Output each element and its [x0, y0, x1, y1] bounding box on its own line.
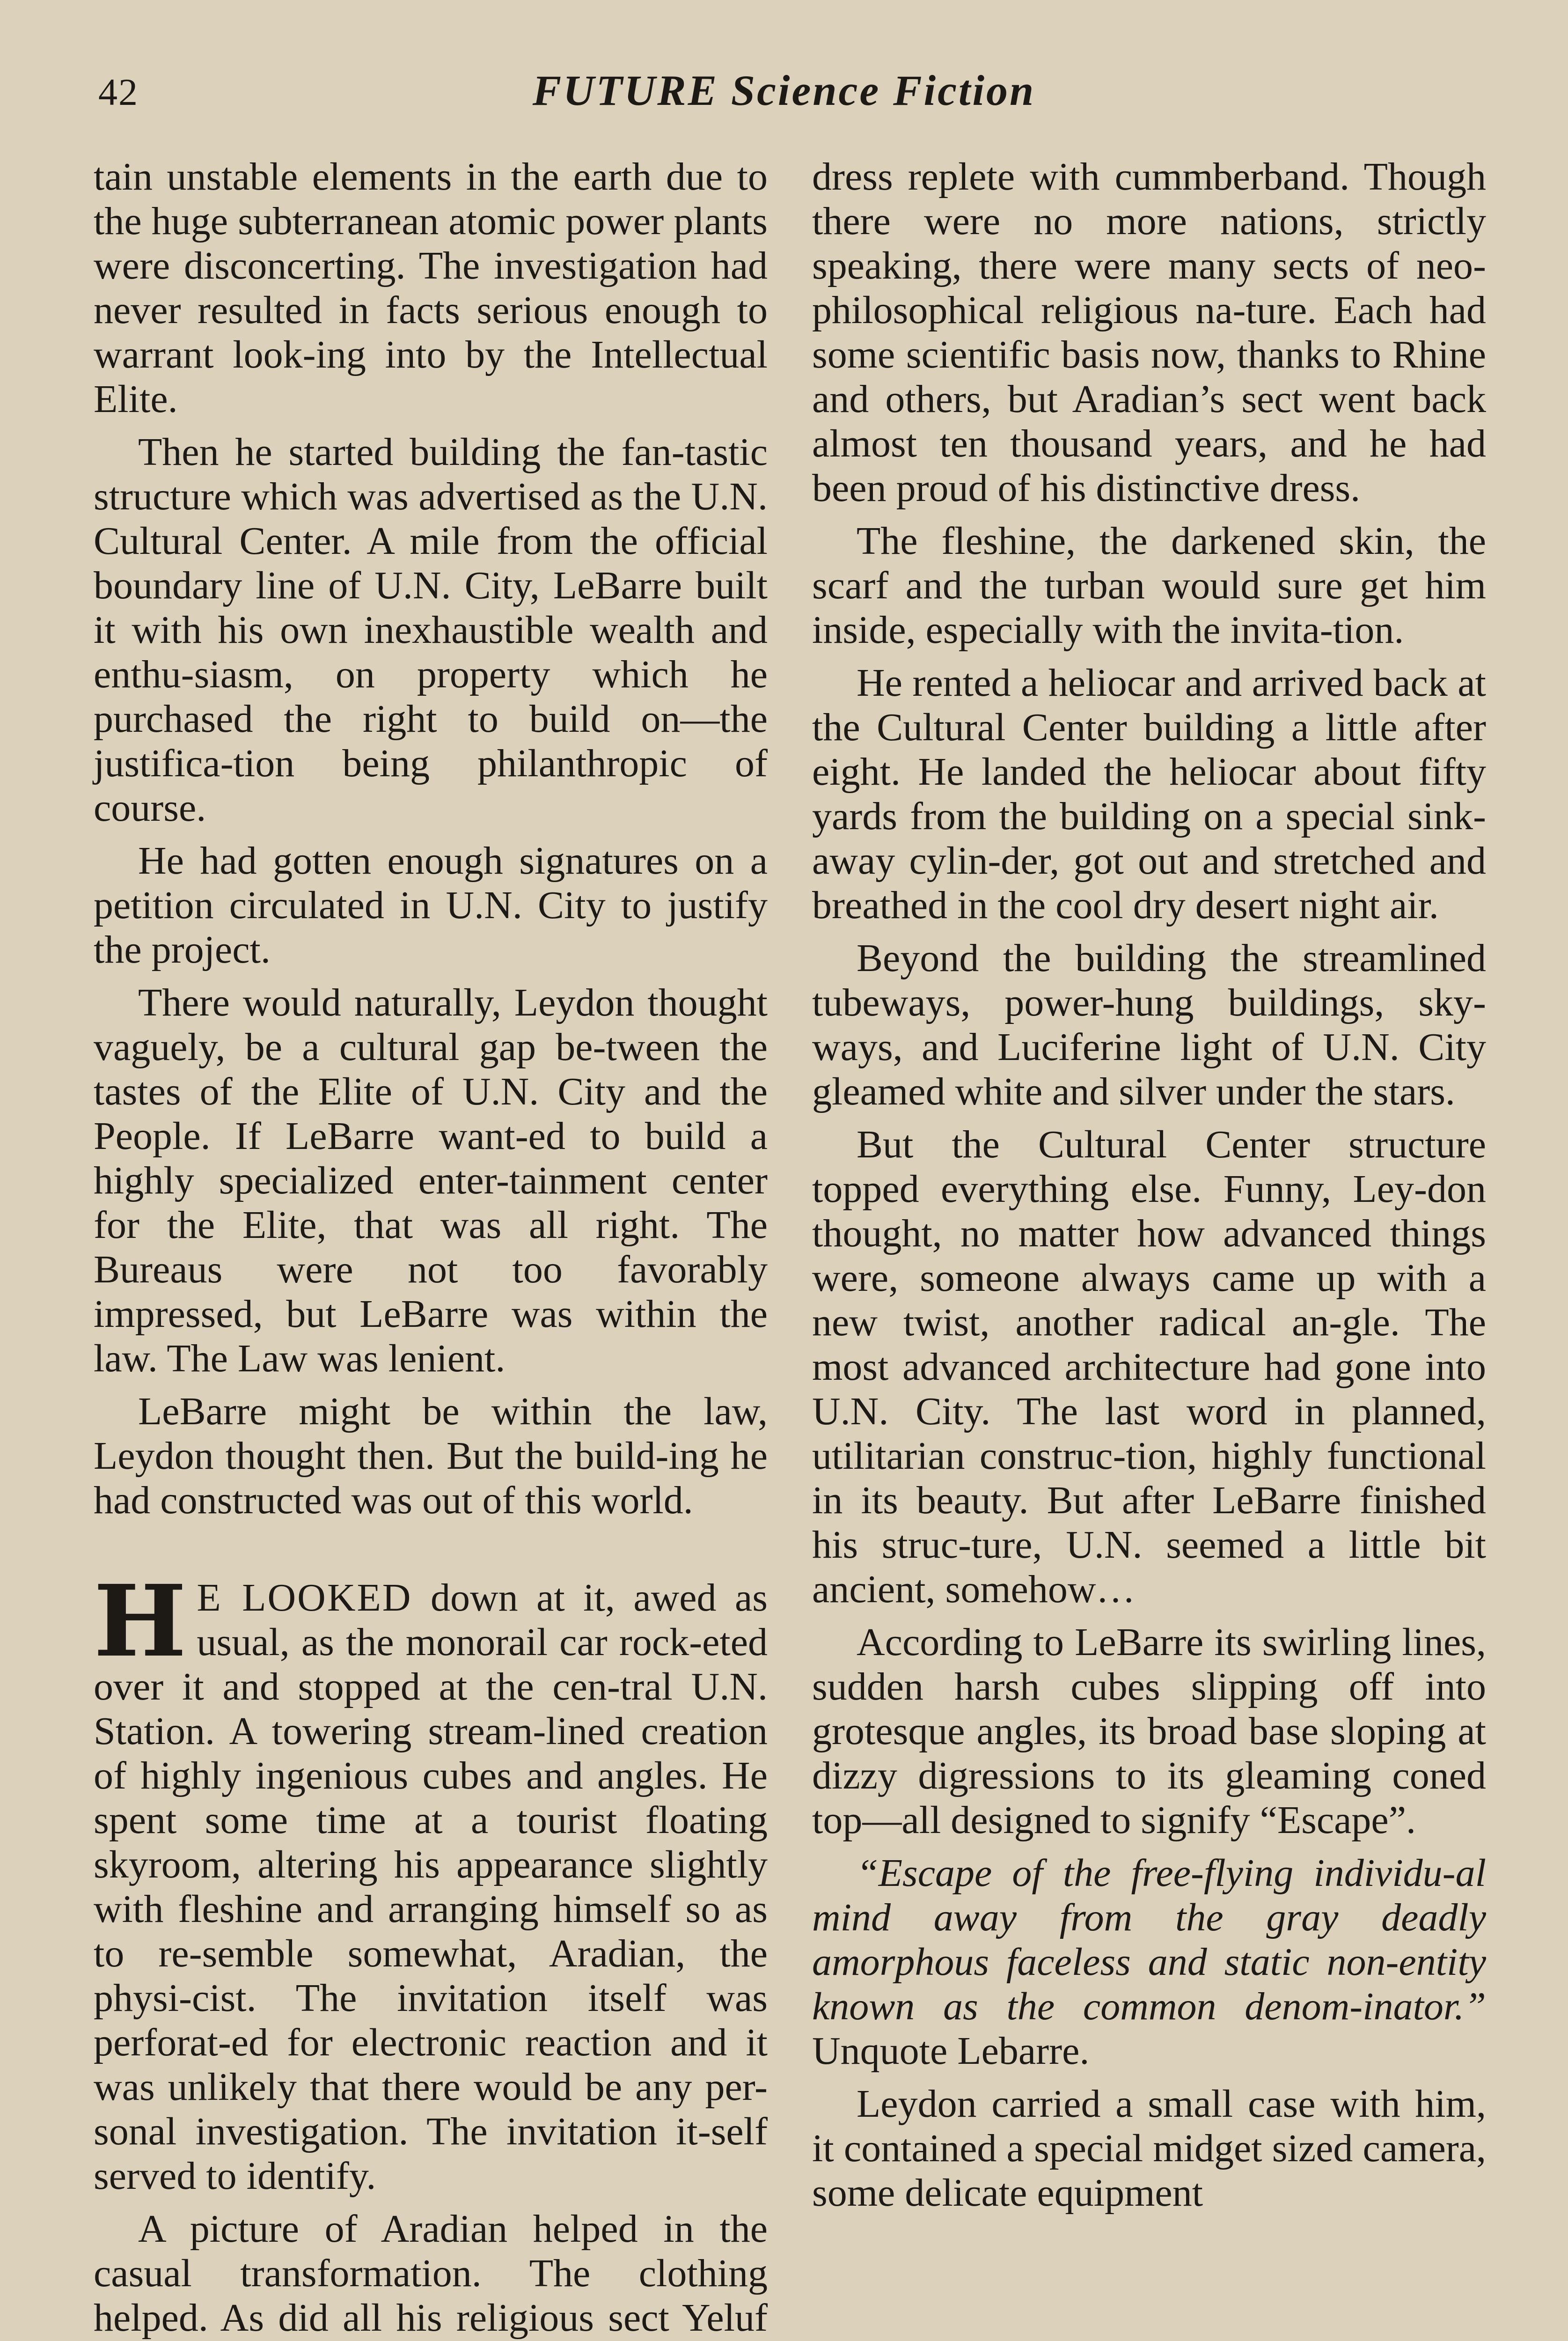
paragraph: dress replete with cummberband. Though there were no more nations, strictly speaking, there were many sects of neo-philosophical religious na-ture. Each had some scientific basis now, thanks to Rhine and others, but Aradian’s sect went back almost ten thousand years, and he had been proud of his distinctive dress.	[812, 155, 1486, 510]
paragraph: The fleshine, the darkened skin, the scarf and the turban would sure get him inside, especially with the invita-tion.	[812, 519, 1486, 652]
drop-cap: H	[94, 1563, 187, 1679]
paragraph: tain unstable elements in the earth due to the huge subterranean atomic power plants were disconcerting. The investigation had never resulted in facts serious enough to warrant look-ing into by the Intellectual Elite.	[94, 155, 768, 421]
paragraph: Leydon carried a small case with him, it contained a special midget sized camera, some delicate equipment	[812, 2082, 1486, 2215]
paragraph-text: down at it, awed as usual, as the monorail car rock-eted over it and stopped at the cen-tral U.N. Station. A towering stream-lined creation of highly ingenious cubes and angles. He spent some time at a tourist floating skyroom, altering his appearance slightly with fleshine and arranging himself so as to re-semble somewhat, Aradian, the physi-cist. The invitation itself was perforat-ed for electronic reaction and it was unlikely that there would be any per-sonal investigation. The invitation it-self served to identify.	[94, 1576, 768, 2198]
paragraph: There would naturally, Leydon thought vaguely, be a cultural gap be-tween the tastes of the Elite of U.N. City and the People. If LeBarre want-ed to build a highly specialized enter-tainment center for the Elite, that was all right. The Bureaus were not too favorably impressed, but LeBarre was within the law. The Law was lenient.	[94, 981, 768, 1380]
page-header	[89, 66, 1479, 122]
lead-in: E LOOKED	[197, 1576, 412, 1620]
quote-text: “Escape of the free-flying individu-al mind away from the gray deadly amorphous faceless and static non-entity known as the common denom-inator.”	[812, 1851, 1486, 2028]
section-break	[94, 1531, 768, 1575]
paragraph: But the Cultural Center structure topped everything else. Funny, Ley-don thought, no matter how advanced things were, someone always came up with a new twist, another radical an-gle. The most advanced architecture had gone into U.N. City. The last word in planned, utilitarian construc-tion, highly functional in its beauty. But after LeBarre finished his struc-ture, U.N. seemed a little bit ancient, somehow…	[812, 1123, 1486, 1611]
left-column	[94, 155, 768, 2341]
paragraph: Beyond the building the streamlined tubeways, power-hung buildings, sky-ways, and Luciferine light of U.N. City gleamed white and silver under the stars.	[812, 936, 1486, 1113]
paragraph: Then he started building the fan-tastic structure which was advertised as the U.N. Cultural Center. A mile from the official boundary line of U.N. City, LeBarre built it with his own inexhaustible wealth and enthu-siasm, on property which he purchased the right to build on—the justifica-tion being philanthropic of course.	[94, 430, 768, 830]
section-opening-paragraph	[94, 1563, 768, 2198]
page-number: 42	[98, 71, 139, 113]
quote-attribution: Unquote Lebarre.	[812, 2029, 1090, 2073]
paragraph: He had gotten enough signatures on a petition circulated in U.N. City to justify the project.	[94, 839, 768, 972]
paragraph: LeBarre might be within the law, Leydon thought then. But the build-ing he had constructed was out of this world.	[94, 1390, 768, 1522]
magazine-title: FUTURE Science Fiction	[532, 66, 1036, 114]
right-column	[812, 155, 1486, 2223]
paragraph: According to LeBarre its swirling lines, sudden harsh cubes slipping off into grotesque angles, its broad base sloping at dizzy digressions to its gleaming coned top—all designed to signify “Escape”.	[812, 1620, 1486, 1842]
paragraph: A picture of Aradian helped in the casual transformation. The clothing helped. As did all his religious sect Yeluf	[94, 2207, 768, 2340]
quote-paragraph	[812, 1851, 1486, 2073]
paragraph: He rented a heliocar and arrived back at the Cultural Center building a little after eight. He landed the heliocar about fifty yards from the building on a special sink-away cylin-der, got out and stretched and breathed in the cool dry desert night air.	[812, 661, 1486, 927]
